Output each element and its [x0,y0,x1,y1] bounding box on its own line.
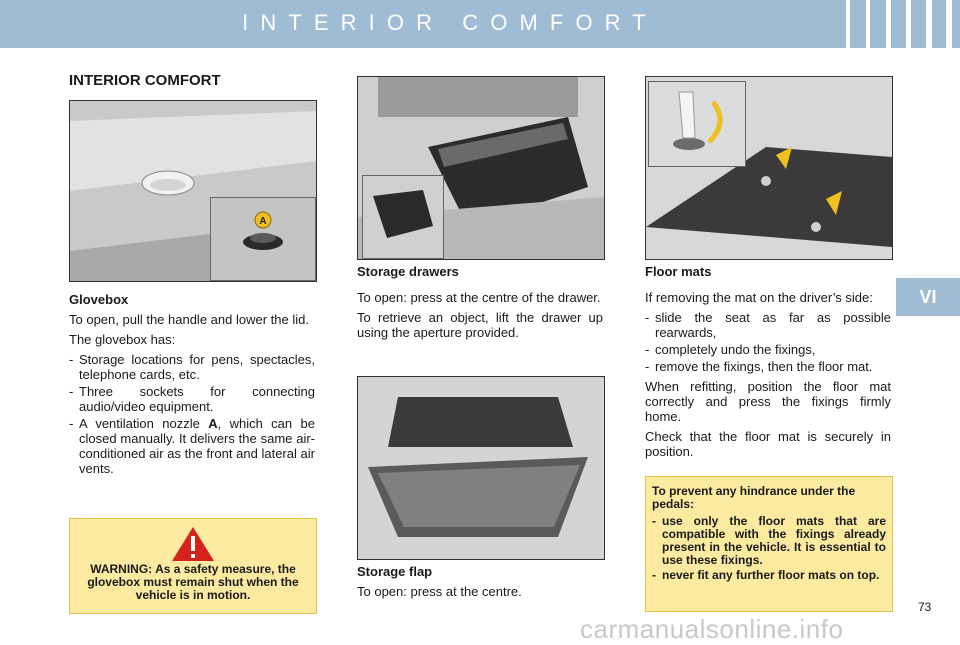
glovebox-photo [69,100,317,282]
storage-flap-illustration [358,377,604,559]
glovebox-section [69,292,315,481]
floor-mats-section [645,264,891,464]
warning-triangle-icon [170,525,216,563]
floor-mats-photo [645,76,893,260]
notice-box [645,476,893,612]
list-item: - Storage locations for pens, spectacles, telephone cards, etc. [69,352,315,382]
notice-intro: To prevent any hindrance under the pedals: [652,484,856,511]
header-stripe [946,0,952,48]
header-stripe [846,0,850,48]
list-item: - never fit any further floor mats on top. [652,569,886,582]
storage-drawers-para-1: To open: press at the centre of the drawer. [357,290,601,305]
header-band [0,0,960,48]
list-item: - Three sockets for connecting audio/video equipment. [69,384,315,414]
list-item: - remove the fixings, then the floor mat. [645,359,891,374]
section-title: INTERIOR COMFORT [69,72,221,89]
watermark: carmanualsonline.info [580,614,844,644]
inset-label-a: A [259,216,267,227]
storage-flap-heading: Storage flap [357,564,433,579]
list-item: - slide the seat as far as possible rearwards, [645,310,891,340]
warning-text: WARNING: As a safety measure, the glovebox must remain shut when the vehicle is in motion. [87,562,299,602]
header-stripe [906,0,911,48]
glovebox-heading: Glovebox [69,292,129,307]
storage-drawers-para-2: To retrieve an object, lift the drawer up using the aperture provided. [357,310,603,340]
storage-drawers-section [357,264,603,345]
fixing-inset [648,81,746,167]
floor-mats-heading: Floor mats [645,264,712,279]
floor-mats-para-1: If removing the mat on the driver’s side: [645,290,873,305]
storage-drawers-heading: Storage drawers [357,264,459,279]
chapter-tab[interactable]: VI [896,278,960,316]
glovebox-list [69,352,315,476]
page-header-title: INTERIOR COMFORT [242,10,658,35]
list-item: - use only the floor mats that are compatible with the fixings already present in the vehicle. It is essential to use these fixings. [652,515,886,567]
storage-flap-section [357,564,603,604]
floor-mats-list [645,310,891,374]
warning-box [69,518,317,614]
glovebox-para-2: The glovebox has: [69,332,176,347]
page-number: 73 [918,600,932,614]
header-stripe [866,0,870,48]
storage-flap-para-1: To open: press at the centre. [357,584,522,599]
list-item: - A ventilation nozzle A, which can be closed manually. It delivers the same air-conditioned air as the front and lateral air vents. [69,416,315,476]
nozzle-inset [210,197,316,281]
header-stripe [886,0,891,48]
nozzle-letter: A [208,416,218,431]
floor-mats-para-2: When refitting, position the floor mat correctly and press the fixings firmly home. [645,379,891,424]
floor-mats-para-3: Check that the floor mat is securely in position. [645,429,891,459]
header-stripe [926,0,932,48]
storage-drawers-photo [357,76,605,260]
storage-flap-photo [357,376,605,560]
notice-list [652,515,886,582]
glovebox-para-1: To open, pull the handle and lower the lid. [69,312,309,327]
nozzle-description: which can be closed manually. It delivers the same air-conditioned air as the front and lateral air vents. [79,416,315,476]
drawer-inset [362,175,444,259]
nozzle-prefix: A ventilation nozzle [79,416,200,431]
list-item: - completely undo the fixings, [645,342,891,357]
